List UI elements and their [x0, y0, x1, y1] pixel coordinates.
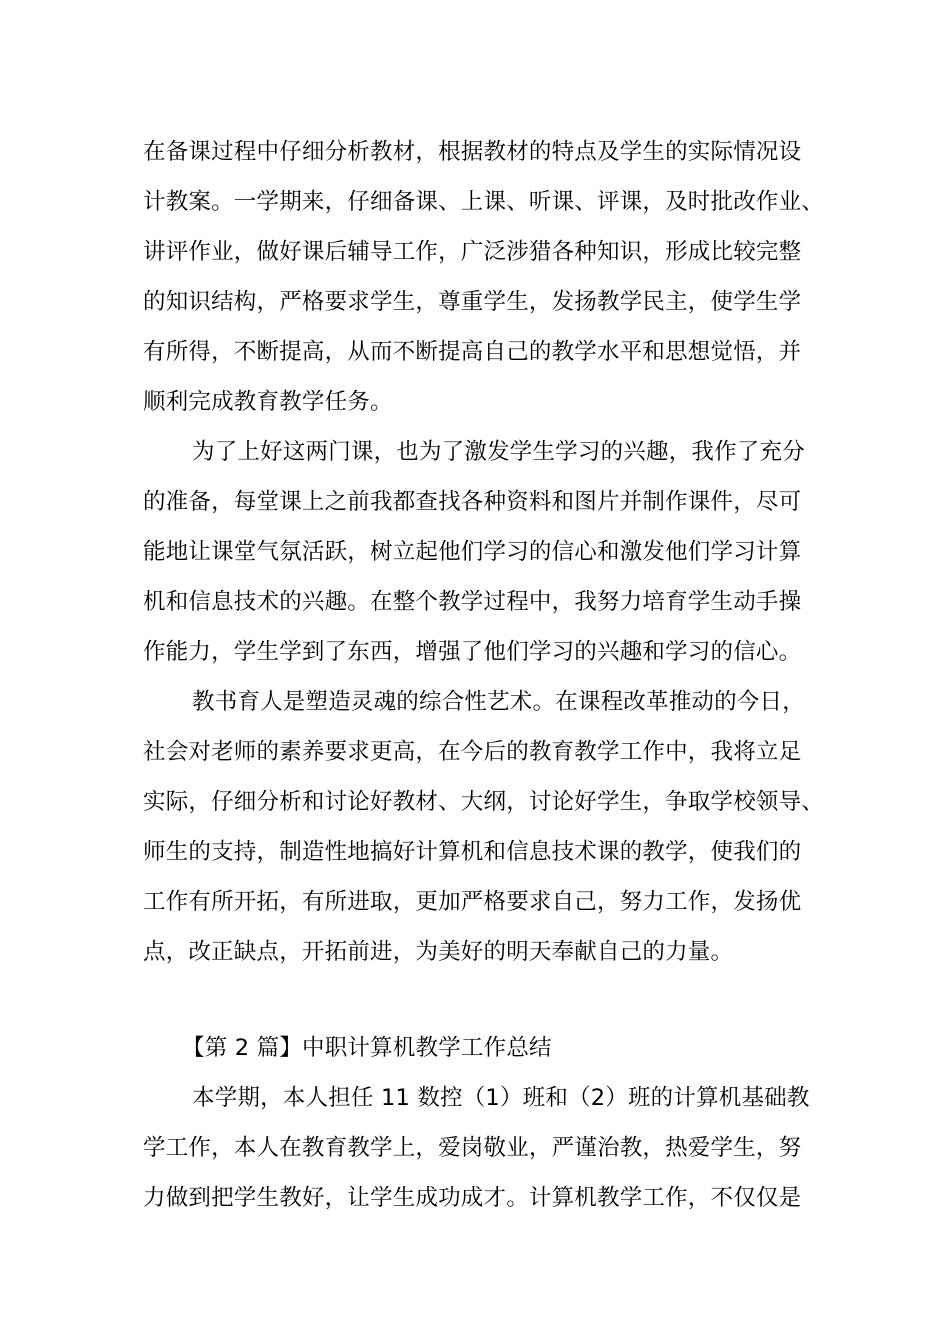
paragraph-line: 本学期，本人担任 11 数控（1）班和（2）班的计算机基础教: [192, 1085, 810, 1111]
paragraph-line: 讲评作业，做好课后辅导工作，广泛涉猎各种知识，形成比较完整: [143, 239, 802, 265]
paragraph-line: 机和信息技术的兴趣。在整个教学过程中，我努力培育学生动手操: [143, 589, 802, 615]
paragraph-line: 的准备，每堂课上之前我都查找各种资料和图片并制作课件，尽可: [143, 489, 802, 515]
paragraph-line: 有所得，不断提高，从而不断提高自己的教学水平和思想觉悟，并: [143, 339, 802, 365]
paragraph-line: 计教案。一学期来，仔细备课、上课、听课、评课，及时批改作业、: [143, 189, 825, 215]
paragraph-line: 工作有所开拓，有所进取，更加严格要求自己，努力工作，发扬优: [143, 889, 802, 915]
paragraph-line: 为了上好这两门课，也为了激发学生学习的兴趣，我作了充分: [192, 439, 805, 465]
section-title: 【第 2 篇】中职计算机教学工作总结: [182, 1035, 552, 1061]
paragraph-line: 学工作，本人在教育教学上，爱岗敬业，严谨治教，热爱学生，努: [143, 1135, 802, 1161]
paragraph-line: 在备课过程中仔细分析教材，根据教材的特点及学生的实际情况设: [143, 139, 802, 165]
paragraph-line: 能地让课堂气氛活跃，树立起他们学习的信心和激发他们学习计算: [143, 539, 802, 565]
paragraph-line: 力做到把学生教好，让学生成功成才。计算机教学工作，不仅仅是: [143, 1185, 802, 1211]
paragraph-line: 的知识结构，严格要求学生，尊重学生，发扬教学民主，使学生学: [143, 289, 802, 315]
paragraph-line: 社会对老师的素养要求更高，在今后的教育教学工作中，我将立足: [143, 739, 802, 765]
paragraph-line: 实际，仔细分析和讨论好教材、大纲，讨论好学生，争取学校领导、: [143, 789, 825, 815]
paragraph-line: 师生的支持，制造性地搞好计算机和信息技术课的教学，使我们的: [143, 839, 802, 865]
paragraph-line: 点，改正缺点，开拓前进，为美好的明天奉献自己的力量。: [143, 939, 734, 965]
paragraph-line: 顺利完成教育教学任务。: [143, 389, 393, 415]
paragraph-line: 作能力，学生学到了东西，增强了他们学习的兴趣和学习的信心。: [143, 639, 802, 665]
paragraph-line: 教书育人是塑造灵魂的综合性艺术。在课程改革推动的今日，: [192, 689, 805, 715]
